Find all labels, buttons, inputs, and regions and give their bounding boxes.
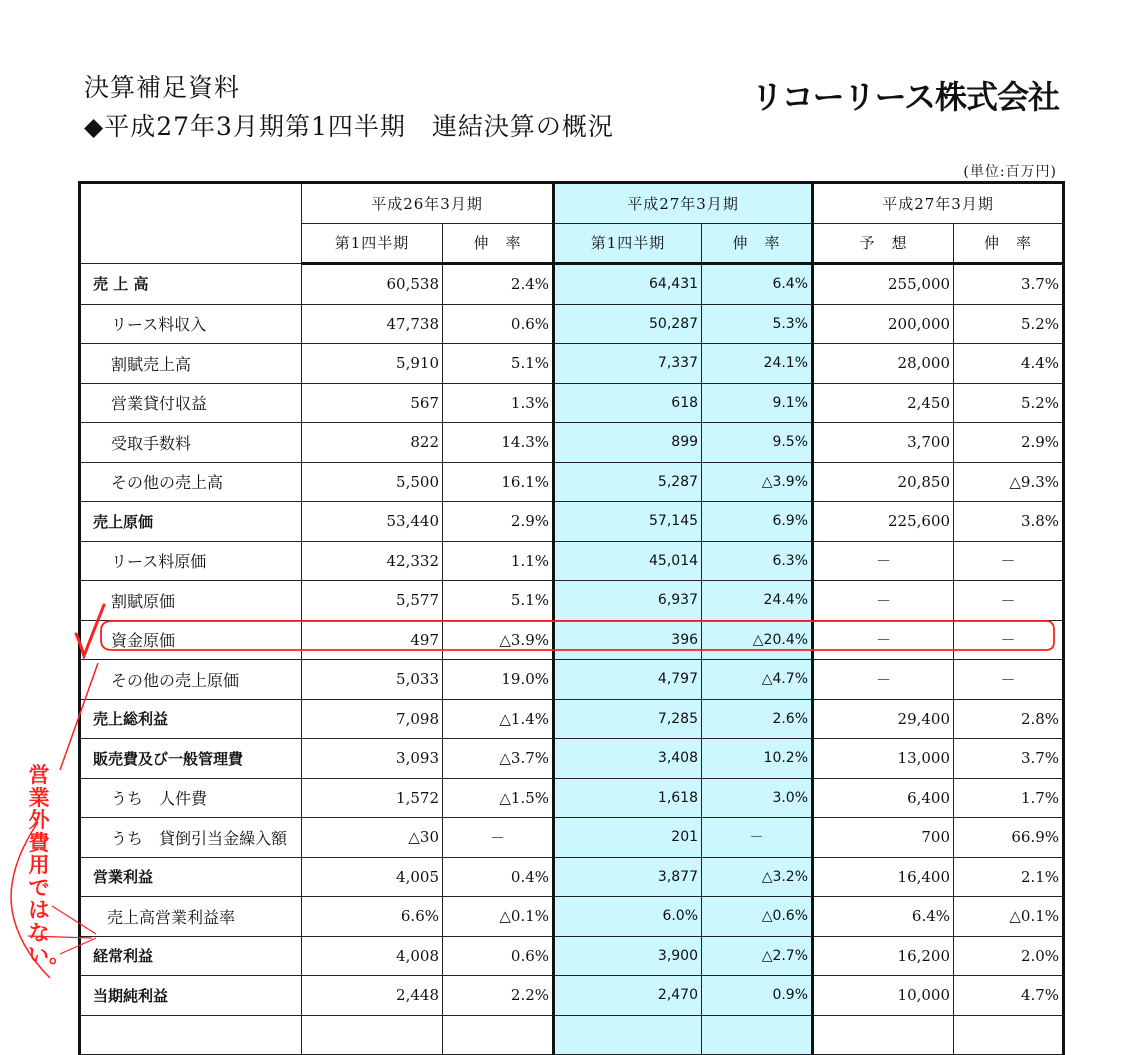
growth-forecast: 5.2% bbox=[954, 304, 1064, 344]
value-q1-prev: 53,440 bbox=[302, 502, 443, 542]
value-q1-prev: 4,005 bbox=[302, 857, 443, 897]
table-row bbox=[80, 462, 1064, 502]
value-q1-curr: 64,431 bbox=[554, 264, 702, 305]
growth-forecast: 1.7% bbox=[954, 778, 1064, 818]
value-q1-prev: 5,577 bbox=[302, 581, 443, 621]
value-q1-prev: 7,098 bbox=[302, 699, 443, 739]
value-q1-prev: 5,910 bbox=[302, 344, 443, 384]
row-label: 経常利益 bbox=[80, 936, 302, 976]
value-q1-prev: 1,572 bbox=[302, 778, 443, 818]
growth-curr: 6.4% bbox=[702, 264, 813, 305]
value-q1-prev: 47,738 bbox=[302, 304, 443, 344]
table-row bbox=[80, 304, 1064, 344]
subheader-growth-prev: 伸 率 bbox=[443, 223, 554, 264]
table-row bbox=[80, 383, 1064, 423]
row-label: その他の売上高 bbox=[80, 462, 302, 502]
value-q1-curr: 50,287 bbox=[554, 304, 702, 344]
value-q1-curr: 3,408 bbox=[554, 739, 702, 779]
subheader-forecast: 予 想 bbox=[813, 223, 954, 264]
row-label: 売上高営業利益率 bbox=[80, 897, 302, 937]
row-label: 資金原価 bbox=[80, 620, 302, 660]
growth-forecast: 4.7% bbox=[954, 976, 1064, 1016]
table-row bbox=[80, 581, 1064, 621]
table-row bbox=[80, 660, 1064, 700]
company-name: リコーリース株式会社 bbox=[751, 78, 1059, 116]
row-label: 売上原価 bbox=[80, 502, 302, 542]
growth-forecast bbox=[954, 1015, 1064, 1055]
value-q1-prev: 60,538 bbox=[302, 264, 443, 305]
value-q1-curr: 618 bbox=[554, 383, 702, 423]
value-q1-curr: 3,900 bbox=[554, 936, 702, 976]
value-q1-curr: 45,014 bbox=[554, 541, 702, 581]
row-label: 受取手数料 bbox=[80, 423, 302, 463]
table-row bbox=[80, 936, 1064, 976]
value-forecast: 6.4% bbox=[813, 897, 954, 937]
value-q1-prev bbox=[302, 1015, 443, 1055]
value-q1-prev: 4,008 bbox=[302, 936, 443, 976]
value-q1-curr: 6,937 bbox=[554, 581, 702, 621]
growth-prev: 0.6% bbox=[443, 936, 554, 976]
value-forecast: 225,600 bbox=[813, 502, 954, 542]
value-forecast: － bbox=[813, 581, 954, 621]
table-row bbox=[80, 502, 1064, 542]
value-forecast: 6,400 bbox=[813, 778, 954, 818]
growth-curr: 2.6% bbox=[702, 699, 813, 739]
growth-prev: 14.3% bbox=[443, 423, 554, 463]
value-forecast: － bbox=[813, 541, 954, 581]
row-label: 営業貸付収益 bbox=[80, 383, 302, 423]
value-q1-curr: 2,470 bbox=[554, 976, 702, 1016]
table-row bbox=[80, 778, 1064, 818]
value-q1-prev: △30 bbox=[302, 818, 443, 858]
value-forecast: 255,000 bbox=[813, 264, 954, 305]
table-row bbox=[80, 857, 1064, 897]
table-row bbox=[80, 976, 1064, 1016]
growth-curr: 6.9% bbox=[702, 502, 813, 542]
table-row bbox=[80, 897, 1064, 937]
value-q1-curr: 396 bbox=[554, 620, 702, 660]
growth-curr: △0.6% bbox=[702, 897, 813, 937]
subheader-growth-forecast: 伸 率 bbox=[954, 223, 1064, 264]
unit-label: (単位:百万円) bbox=[963, 164, 1057, 180]
growth-curr bbox=[702, 1015, 813, 1055]
growth-prev: 1.3% bbox=[443, 383, 554, 423]
growth-prev: △3.7% bbox=[443, 739, 554, 779]
growth-prev: 5.1% bbox=[443, 581, 554, 621]
growth-forecast: △9.3% bbox=[954, 462, 1064, 502]
value-forecast: 10,000 bbox=[813, 976, 954, 1016]
growth-curr: 10.2% bbox=[702, 739, 813, 779]
period-header-fy2015: 平成27年3月期 bbox=[554, 183, 813, 224]
table-row bbox=[80, 739, 1064, 779]
value-q1-curr: 7,285 bbox=[554, 699, 702, 739]
growth-forecast: 4.4% bbox=[954, 344, 1064, 384]
header-corner bbox=[80, 183, 302, 264]
value-forecast: 16,400 bbox=[813, 857, 954, 897]
growth-prev: 19.0% bbox=[443, 660, 554, 700]
row-label: リース料原価 bbox=[80, 541, 302, 581]
growth-forecast: － bbox=[954, 581, 1064, 621]
growth-curr: △20.4% bbox=[702, 620, 813, 660]
growth-curr: △2.7% bbox=[702, 936, 813, 976]
table-row bbox=[80, 344, 1064, 384]
value-forecast: 200,000 bbox=[813, 304, 954, 344]
value-forecast: 3,700 bbox=[813, 423, 954, 463]
growth-forecast: 2.0% bbox=[954, 936, 1064, 976]
period-header-fy2014: 平成26年3月期 bbox=[302, 183, 554, 224]
value-forecast: 13,000 bbox=[813, 739, 954, 779]
growth-curr: 6.3% bbox=[702, 541, 813, 581]
growth-curr: 9.1% bbox=[702, 383, 813, 423]
growth-prev: △1.5% bbox=[443, 778, 554, 818]
value-q1-curr bbox=[554, 1015, 702, 1055]
row-label: 割賦売上高 bbox=[80, 344, 302, 384]
row-label: 当期純利益 bbox=[80, 976, 302, 1016]
value-q1-prev: 2,448 bbox=[302, 976, 443, 1016]
row-label: 販売費及び一般管理費 bbox=[80, 739, 302, 779]
value-forecast: 2,450 bbox=[813, 383, 954, 423]
growth-curr: 5.3% bbox=[702, 304, 813, 344]
growth-curr: － bbox=[702, 818, 813, 858]
value-forecast bbox=[813, 1015, 954, 1055]
growth-forecast: 2.1% bbox=[954, 857, 1064, 897]
value-q1-curr: 57,145 bbox=[554, 502, 702, 542]
growth-forecast: 3.8% bbox=[954, 502, 1064, 542]
value-q1-prev: 3,093 bbox=[302, 739, 443, 779]
growth-curr: △3.2% bbox=[702, 857, 813, 897]
row-label: 売上総利益 bbox=[80, 699, 302, 739]
growth-prev: △0.1% bbox=[443, 897, 554, 937]
subheader-growth-curr: 伸 率 bbox=[702, 223, 813, 264]
value-q1-prev: 42,332 bbox=[302, 541, 443, 581]
growth-prev: △3.9% bbox=[443, 620, 554, 660]
row-label: 売 上 高 bbox=[80, 264, 302, 305]
value-forecast: 16,200 bbox=[813, 936, 954, 976]
growth-prev: 5.1% bbox=[443, 344, 554, 384]
table-row bbox=[80, 620, 1064, 660]
growth-forecast: △0.1% bbox=[954, 897, 1064, 937]
growth-forecast: 2.8% bbox=[954, 699, 1064, 739]
growth-prev bbox=[443, 1015, 554, 1055]
growth-forecast: 5.2% bbox=[954, 383, 1064, 423]
growth-prev: 2.4% bbox=[443, 264, 554, 305]
value-q1-prev: 822 bbox=[302, 423, 443, 463]
value-q1-prev: 5,033 bbox=[302, 660, 443, 700]
growth-curr: △3.9% bbox=[702, 462, 813, 502]
row-label bbox=[80, 1015, 302, 1055]
growth-forecast: 3.7% bbox=[954, 264, 1064, 305]
table-row bbox=[80, 1015, 1064, 1055]
growth-curr: 3.0% bbox=[702, 778, 813, 818]
growth-prev: 0.6% bbox=[443, 304, 554, 344]
row-label: うち 人件費 bbox=[80, 778, 302, 818]
growth-prev: 2.9% bbox=[443, 502, 554, 542]
growth-prev: 16.1% bbox=[443, 462, 554, 502]
growth-prev: 2.2% bbox=[443, 976, 554, 1016]
value-q1-prev: 567 bbox=[302, 383, 443, 423]
row-label: 割賦原価 bbox=[80, 581, 302, 621]
growth-curr: 0.9% bbox=[702, 976, 813, 1016]
growth-prev: 0.4% bbox=[443, 857, 554, 897]
value-forecast: 28,000 bbox=[813, 344, 954, 384]
financial-summary-table bbox=[78, 181, 1065, 1055]
value-forecast: － bbox=[813, 620, 954, 660]
value-q1-prev: 6.6% bbox=[302, 897, 443, 937]
growth-forecast: 3.7% bbox=[954, 739, 1064, 779]
row-label: 営業利益 bbox=[80, 857, 302, 897]
value-q1-curr: 5,287 bbox=[554, 462, 702, 502]
growth-prev: 1.1% bbox=[443, 541, 554, 581]
value-q1-prev: 5,500 bbox=[302, 462, 443, 502]
document-subtitle: ◆平成27年3月期第1四半期 連結決算の概況 bbox=[84, 112, 614, 141]
value-forecast: － bbox=[813, 660, 954, 700]
growth-curr: 24.1% bbox=[702, 344, 813, 384]
subheader-q1-prev: 第1四半期 bbox=[302, 223, 443, 264]
value-q1-curr: 4,797 bbox=[554, 660, 702, 700]
growth-curr: 24.4% bbox=[702, 581, 813, 621]
row-label: うち 貸倒引当金繰入額 bbox=[80, 818, 302, 858]
value-q1-prev: 497 bbox=[302, 620, 443, 660]
table-row bbox=[80, 699, 1064, 739]
growth-forecast: 2.9% bbox=[954, 423, 1064, 463]
growth-curr: 9.5% bbox=[702, 423, 813, 463]
growth-forecast: － bbox=[954, 541, 1064, 581]
subheader-q1-curr: 第1四半期 bbox=[554, 223, 702, 264]
growth-forecast: 66.9% bbox=[954, 818, 1064, 858]
period-header-fy2015-forecast: 平成27年3月期 bbox=[813, 183, 1064, 224]
annotation-note: 営業外費用ではない。 bbox=[28, 763, 70, 967]
row-label: その他の売上原価 bbox=[80, 660, 302, 700]
growth-prev: － bbox=[443, 818, 554, 858]
document-title: 決算補足資料 bbox=[84, 73, 241, 102]
growth-forecast: － bbox=[954, 660, 1064, 700]
value-q1-curr: 6.0% bbox=[554, 897, 702, 937]
value-q1-curr: 3,877 bbox=[554, 857, 702, 897]
value-forecast: 29,400 bbox=[813, 699, 954, 739]
table-row bbox=[80, 423, 1064, 463]
growth-forecast: － bbox=[954, 620, 1064, 660]
value-q1-curr: 899 bbox=[554, 423, 702, 463]
growth-prev: △1.4% bbox=[443, 699, 554, 739]
value-forecast: 20,850 bbox=[813, 462, 954, 502]
value-q1-curr: 201 bbox=[554, 818, 702, 858]
growth-curr: △4.7% bbox=[702, 660, 813, 700]
value-forecast: 700 bbox=[813, 818, 954, 858]
table-row bbox=[80, 264, 1064, 305]
table-row bbox=[80, 541, 1064, 581]
table-row bbox=[80, 818, 1064, 858]
row-label: リース料収入 bbox=[80, 304, 302, 344]
value-q1-curr: 7,337 bbox=[554, 344, 702, 384]
value-q1-curr: 1,618 bbox=[554, 778, 702, 818]
